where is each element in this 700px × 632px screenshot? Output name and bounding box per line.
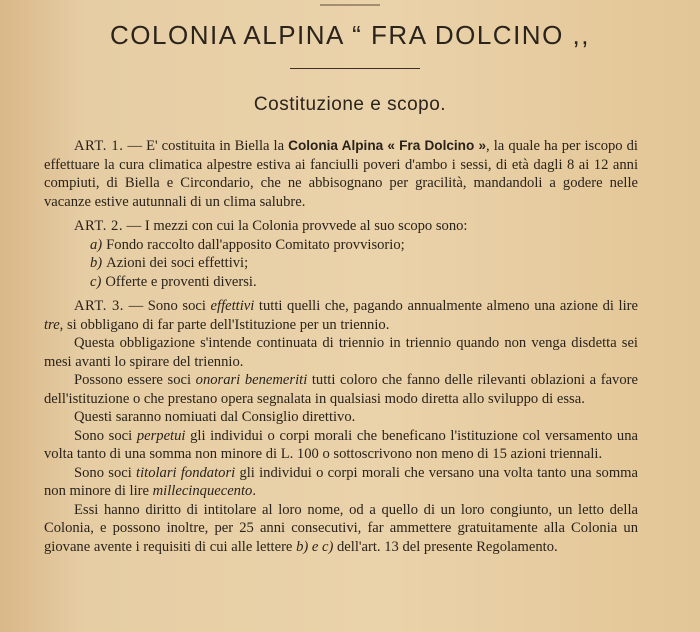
article-1-text: , la quale ha per iscopo di effettuare la cura climatica alpestre estiva ai fanciulli poveri d'ambo i sessi, di età dagli 8 ai 12 anni compiuti, di Biella e Circondario, che ne abbisognano per gracilità, mandandoli a godere nelle vacanze estive autunnali di un clima salubre. — [44, 138, 638, 210]
article-1-intro: — E' costituita in Biella la — [127, 138, 285, 154]
title-divider — [290, 68, 420, 69]
paragraph-obligation: Questa obbligazione s'intende continuata di triennio in triennio quando non venga disdetta sei mesi avanti lo spirare del triennio. — [44, 335, 638, 370]
paragraph-emphasis: b) e c) — [296, 538, 334, 555]
article-2 — [44, 217, 638, 236]
paragraph-text: dell'art. 13 del presente Regolamento. — [337, 538, 558, 555]
paragraph-text: Possono essere soci — [74, 372, 192, 388]
paragraph-text: gli individui o corpi morali che versano una volta tanto una somma non minore di lire — [44, 464, 639, 499]
list-item-marker: b) — [90, 255, 103, 271]
document-title: COLONIA ALPINA “ FRA DOLCINO ,, — [110, 20, 590, 50]
document-body — [44, 137, 638, 556]
top-edge-mark — [320, 0, 380, 6]
article-1-label: ART. 1. — [74, 138, 124, 154]
list-item — [90, 273, 638, 292]
paragraph-emphasis: millecinquecento — [152, 483, 253, 499]
paragraph-emphasis: onorari benemeriti — [195, 372, 308, 388]
article-3-text: tutti quelli che, pagando annualmente almeno una azione di lire — [258, 298, 639, 314]
list-item-marker: c) — [90, 273, 102, 290]
list-item-marker: a) — [90, 236, 103, 253]
paragraph-founders — [44, 464, 638, 501]
article-3-text: , si obbligano di far parte dell'Istituzione per un triennio. — [59, 316, 390, 333]
list-item — [90, 254, 638, 273]
paragraph-text: . — [252, 483, 256, 499]
article-3-text: — Sono soci — [128, 298, 206, 314]
paragraph-emphasis: perpetui — [136, 427, 186, 444]
article-3-emphasis: tre — [44, 316, 60, 333]
paragraph-text: gli individui o corpi morali che beneficano l'istituzione col versamento una volta tanto di una somma non minore di L. 100 o sottoscrivono non meno di 15 azioni triennali. — [44, 427, 638, 462]
paragraph-text: Sono soci — [74, 464, 132, 481]
list-item-text: Fondo raccolto dall'apposito Comitato provvisorio; — [106, 236, 405, 253]
article-1 — [44, 137, 638, 211]
article-2-text: — I mezzi con cui la Colonia provvede al suo scopo sono: — [126, 218, 468, 234]
paragraph-perpetual — [44, 427, 638, 464]
list-item-text: Offerte e proventi diversi. — [105, 273, 257, 290]
paragraph-text: Sono soci — [74, 427, 133, 444]
article-3 — [44, 297, 638, 334]
list-item-text: Azioni dei soci effettivi; — [106, 255, 249, 271]
article-3-emphasis: effettivi — [210, 298, 255, 314]
paragraph-honorary — [44, 371, 638, 408]
paragraph-rights — [44, 501, 638, 557]
list-item — [90, 236, 638, 255]
section-title: Costituzione e scopo. — [253, 94, 447, 115]
colony-name: Colonia Alpina « Fra Dolcino » — [288, 138, 487, 153]
article-3-label: ART. 3. — [74, 298, 124, 314]
paragraph-nomination: Questi saranno nomiuati dal Consiglio direttivo. — [74, 409, 356, 425]
paragraph-emphasis: titolari fondatori — [136, 464, 236, 481]
paragraph-text: Essi hanno diritto di intitolare al loro nome, od a quello di un loro congiunto, un letto della Colonia, e possono inoltre, per 25 anni consecutivi, far ammettere gratuitamente alla Colonia un giovane avente i requisiti di cui alle lettere — [44, 501, 638, 555]
paragraph-text: tutti coloro che fanno delle rilevanti oblazioni a favore dell'istituzione o che prestano opera segnalata in qualsiasi modo diretta allo sviluppo di essa. — [44, 372, 638, 407]
article-2-label: ART. 2. — [74, 218, 123, 234]
